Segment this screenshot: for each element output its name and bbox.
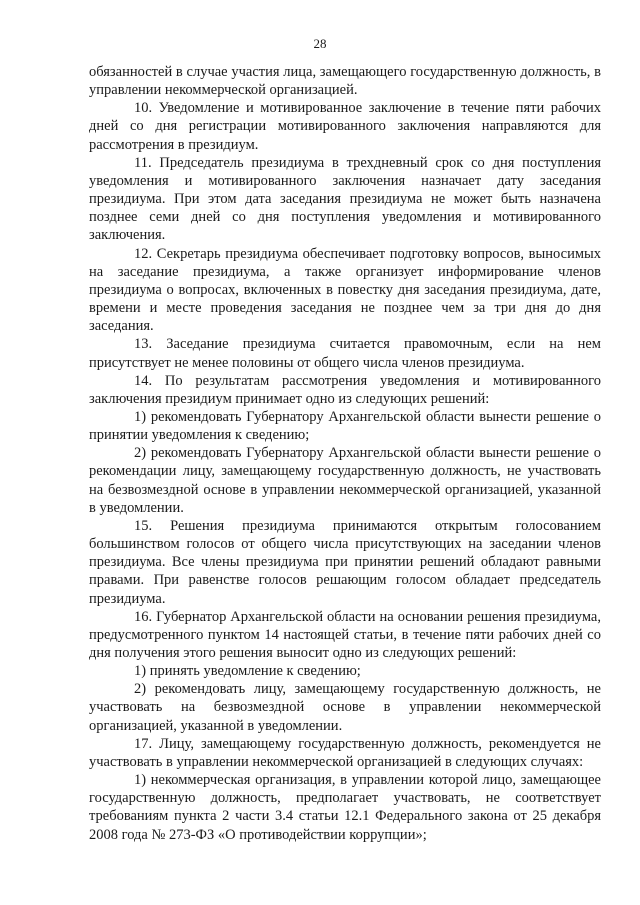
paragraph-item-11: 11. Председатель президиума в трехдневный срок со дня поступления уведомления и мотивированного заключения назначает дату заседания президиума. При этом дата заседания президиума не может быть назначена позднее семи дней со дня поступления уведомления и мотивированного заключения.: [89, 154, 601, 244]
paragraph-item-16-sub-1: 1) принять уведомление к сведению;: [134, 663, 361, 680]
paragraph-item-14-sub-2: 2) рекомендовать Губернатору Архангельской области вынести решение о рекомендации лицу, замещающему государственную должность, не участвовать на безвозмездной основе в управлении некоммерческой организацией, указанной в уведомлении.: [89, 445, 601, 516]
document-body: [89, 63, 601, 844]
paragraph-item-17-sub-1: 1) некоммерческая организация, в управлении которой лицо, замещающее государственную должность, предполагает участвовать, не соответствует требованиям пункта 2 части 3.4 статьи 12.1 Федерального закона от 25 декабря 2008 года № 273-ФЗ «О противодействии коррупции»;: [89, 772, 601, 843]
paragraph-item-12: 12. Секретарь президиума обеспечивает подготовку вопросов, выносимых на заседание президиума, а также организует информирование членов президиума о вопросах, включенных в повестку дня заседания президиума, дате, времени и месте проведения заседания не позднее чем за три дня до дня заседания.: [89, 245, 601, 335]
paragraph-item-10: 10. Уведомление и мотивированное заключение в течение пяти рабочих дней со дня регистрации мотивированного заключения направляются для рассмотрения в президиум.: [89, 100, 601, 153]
paragraph-continuation: обязанностей в случае участия лица, замещающего государственную должность, в управлении некоммерческой организацией.: [89, 64, 601, 99]
paragraph-item-16: 16. Губернатор Архангельской области на основании решения президиума, предусмотренного пунктом 14 настоящей статьи, в течение пяти рабочих дней со дня получения этого решения выносит одно из следующих решений:: [89, 608, 601, 661]
paragraph-item-13: 13. Заседание президиума считается правомочным, если на нем присутствует не менее половины от общего числа членов президиума.: [89, 336, 601, 371]
page-number: 28: [313, 36, 327, 51]
paragraph-item-17: 17. Лицу, замещающему государственную должность, рекомендуется не участвовать в управлении некоммерческой организацией в следующих случаях:: [89, 735, 601, 770]
paragraph-item-16-sub-2: 2) рекомендовать лицу, замещающему государственную должность, не участвовать на безвозмездной основе в управлении некоммерческой организацией, указанной в уведомлении.: [89, 681, 601, 734]
paragraph-item-14-sub-1: 1) рекомендовать Губернатору Архангельской области вынести решение о принятии уведомления к сведению;: [89, 408, 601, 444]
paragraph-item-15: 15. Решения президиума принимаются открытым голосованием большинством голосов от общего числа присутствующих на заседании членов президиума. Все члены президиума при принятии решений обладают равными правами. При равенстве голосов решающим голосом обладает председатель президиума.: [89, 517, 601, 607]
paragraph-item-14: 14. По результатам рассмотрения уведомления и мотивированного заключения президиум принимает одно из следующих решений:: [89, 372, 601, 407]
